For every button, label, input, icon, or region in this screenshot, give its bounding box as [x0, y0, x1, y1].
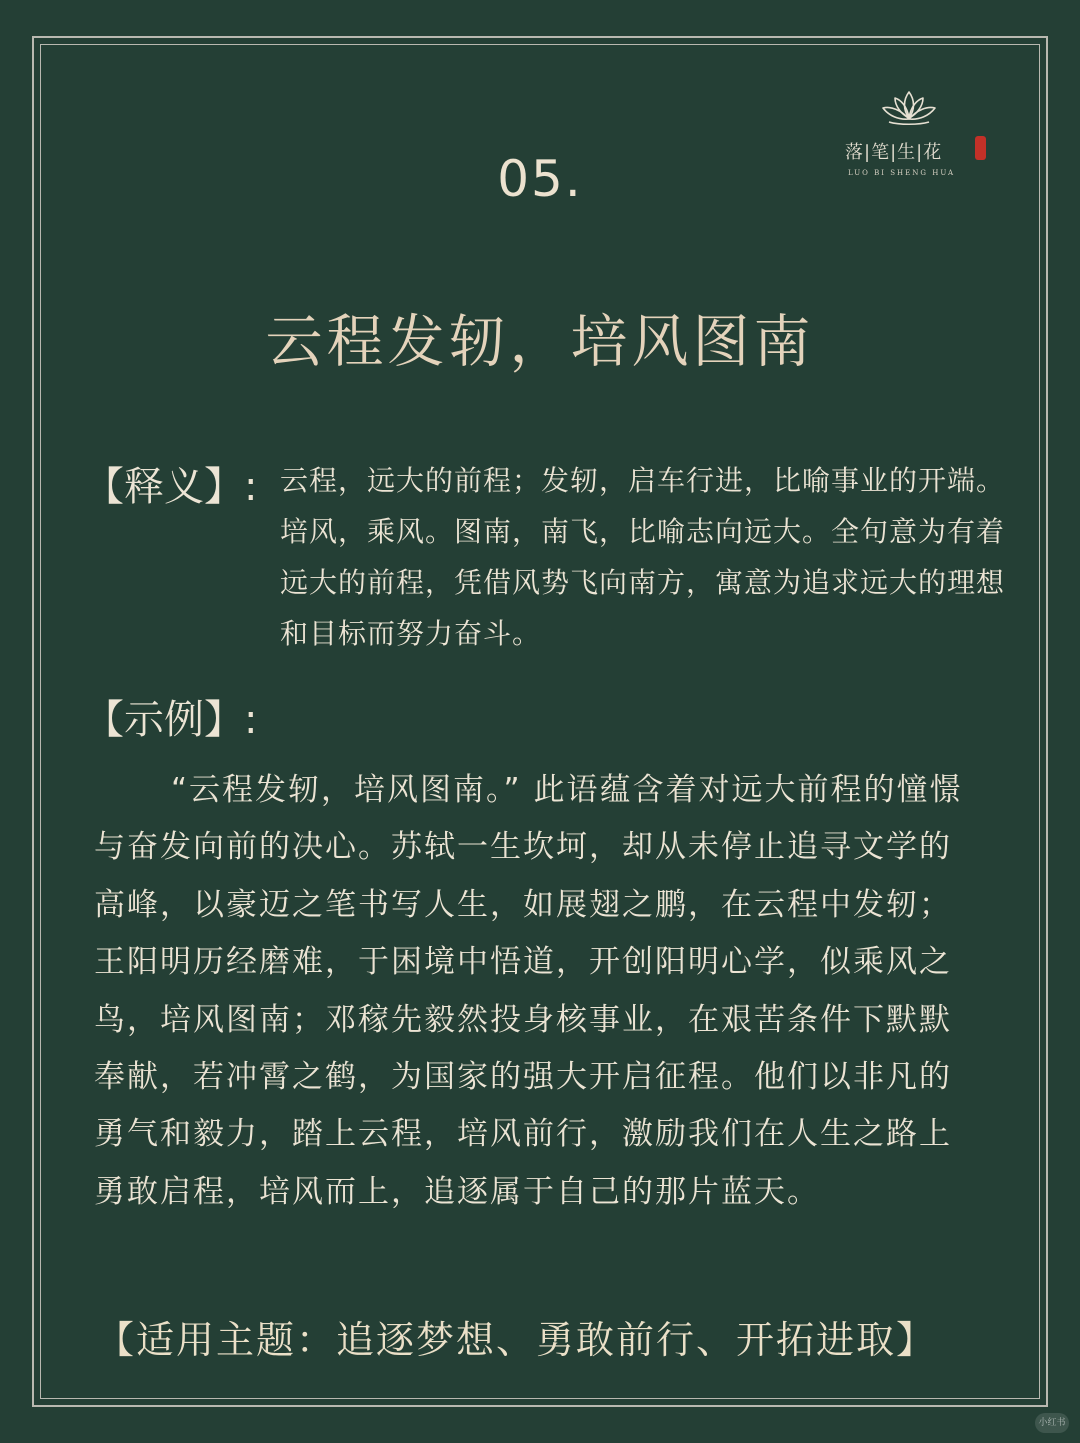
example-label: 【示例】: — [84, 697, 258, 743]
meaning-text: 云程，远大的前程；发轫，启车行进，比喻事业的开端。培风，乘风。图南，南飞，比喻志向远大。全句意为有着远大的前程，凭借风势飞向南方，寓意为追求远大的理想和目标而努力奋斗。 — [280, 464, 1006, 650]
lotus-icon — [877, 88, 941, 128]
watermark: 小红书 — [1035, 1413, 1069, 1433]
idiom-title: 云程发轫，培风图南 — [265, 309, 815, 375]
entry-number: 05. — [497, 150, 583, 208]
meaning-label: 【释义】: — [84, 464, 258, 510]
theme-line: 【适用主题：追逐梦想、勇敢前行、开拓进取】 — [96, 1318, 937, 1362]
logo-subtitle: LUO BI SHENG HUA — [848, 169, 956, 177]
example-text: “云程发轫，培风图南。” 此语蕴含着对远大前程的憧憬与奋发向前的决心。苏轼一生坎坷，却从未停止追寻文学的高峰，以豪迈之笔书写人生，如展翅之鹏，在云程中发轫；王阳明历经磨难，于困境中悟道，开创阳明心学，似乘风之鸟，培风图南；邓稼先毅然投身核事业，在艰苦条件下默默奉献，若冲霄之鹤，为国家的强大开启征程。他们以非凡的勇气和毅力，踏上云程，培风前行，激励我们在人生之路上勇敢启程，培风而上，追逐属于自己的那片蓝天。 — [94, 772, 963, 1210]
logo-text: 落|笔|生|花 — [845, 142, 943, 163]
